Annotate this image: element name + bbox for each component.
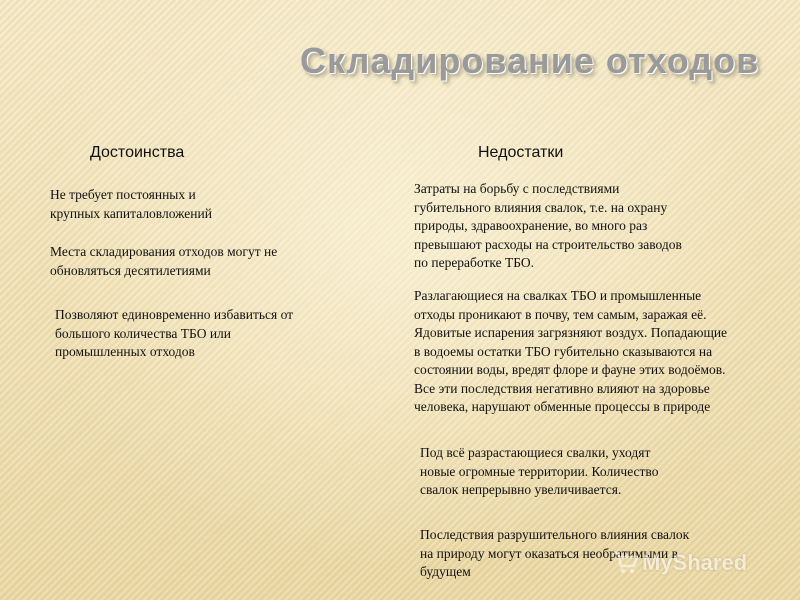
text-line: Ядовитые испарения загрязняют воздух. Попадающие xyxy=(414,325,728,340)
advantages-heading: Достоинства xyxy=(90,144,185,161)
text-line: Места складирования отходов могут не xyxy=(50,244,278,259)
text-line: в водоемы остатки ТБО губительно сказываются на xyxy=(414,343,713,359)
disadvantage-item xyxy=(420,444,658,500)
text-line: отходы проникают в почву, тем самым, заражая её. xyxy=(414,306,707,322)
text-line: превышают расходы на строительство заводов xyxy=(414,236,682,252)
text-line: природы, здравоохранение, во много раз xyxy=(414,218,648,233)
text-line: Не требует постоянных и xyxy=(50,187,196,202)
disadvantage-item xyxy=(414,180,682,273)
text-line: промышленных отходов xyxy=(55,344,195,359)
text-line: крупных капиталовложений xyxy=(50,205,212,221)
advantage-item xyxy=(50,243,277,280)
disadvantage-item xyxy=(420,526,689,582)
text-line: человека, нарушают обменные процессы в природе xyxy=(414,399,711,414)
text-line: Затраты на борьбу с последствиями xyxy=(414,181,620,196)
text-line: обновляться десятилетиями xyxy=(50,262,211,278)
advantage-item xyxy=(55,306,293,362)
text-line: свалок непрерывно увеличивается. xyxy=(420,482,622,497)
text-line: Последствия разрушительного влияния свалок xyxy=(420,527,690,542)
text-line: Под всё разрастающиеся свалки, уходят xyxy=(420,445,651,460)
text-line: будущем xyxy=(420,564,471,579)
text-line: Все эти последствия негативно влияют на здоровье xyxy=(414,380,710,396)
text-line: на природу могут оказаться необратимыми в xyxy=(420,545,678,561)
watermark-text: MyShared xyxy=(642,550,748,575)
advantage-item xyxy=(50,186,212,223)
text-line: новые огромные территории. Количество xyxy=(420,463,659,479)
slide-title: Складирование отходов xyxy=(300,40,760,81)
disadvantage-item xyxy=(414,287,727,417)
text-line: по переработке ТБО. xyxy=(414,255,535,270)
text-line: большого количества ТБО или xyxy=(55,325,232,341)
text-line: Разлагающиеся на свалках ТБО и промышленные xyxy=(414,288,702,303)
text-line: губительного влияния свалок, т.е. на охрану xyxy=(414,199,668,215)
text-line: Позволяют единовременно избавиться от xyxy=(55,307,294,322)
disadvantages-heading: Недостатки xyxy=(478,144,564,161)
text-line: состоянии воды, вредят флоре и фауне этих водоёмов. xyxy=(414,362,726,377)
